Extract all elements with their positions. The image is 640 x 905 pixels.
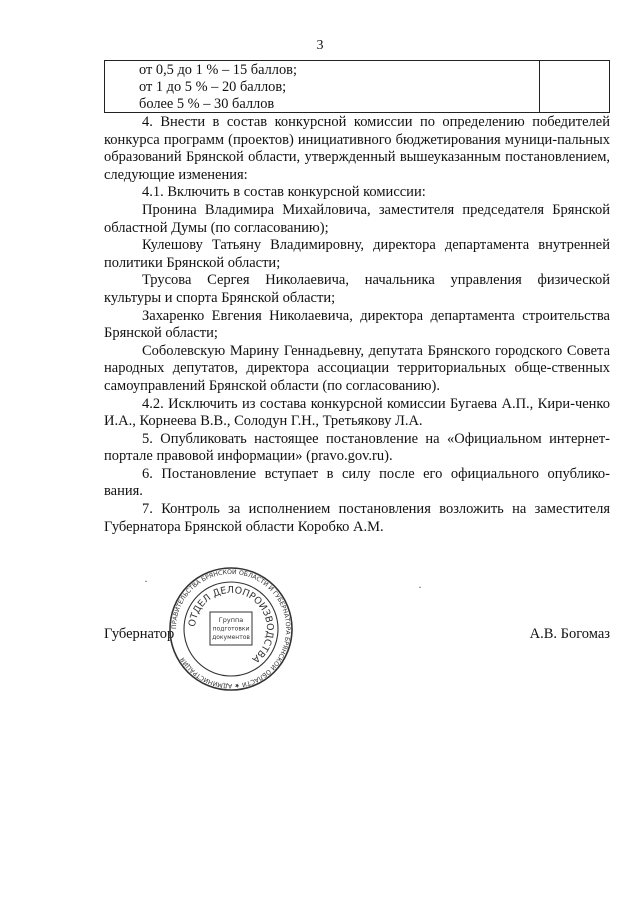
- stamp-center-line-3: документов: [212, 634, 250, 641]
- scan-mark: ·: [418, 580, 422, 594]
- signature-name: А.В. Богомаз: [529, 626, 610, 642]
- official-stamp: [168, 566, 294, 692]
- member-pronin: Пронина Владимира Михайловича, заместителя председателя Брянской областной Думы (по согласованию);: [104, 201, 610, 236]
- criteria-table: [104, 60, 610, 113]
- paragraph-7: 7. Контроль за исполнением постановления возложить на заместителя Губернатора Брянской области Коробко А.М.: [104, 501, 610, 535]
- member-trusov: Трусова Сергея Николаевича, начальника управления физической культуры и спорта Брянской области;: [104, 272, 610, 306]
- member-sobolevskaya: Соболевскую Марину Геннадьевну, депутата Брянского городского Совета народных депутатов, директора ассоциации территориальных обще-ственных самоуправлений Брянской области (по согласованию).: [104, 342, 610, 394]
- page-number: 3: [316, 38, 324, 53]
- paragraph-5: 5. Опубликовать настоящее постановление на «Официальном интернет-портале правовой информации» (pravo.gov.ru).: [104, 430, 610, 465]
- member-kuleshova: Кулешову Татьяну Владимировну, директора департамента внутренней политики Брянской области;: [104, 237, 610, 271]
- document-body: [104, 114, 610, 536]
- paragraph-4-2: 4.2. Исключить из состава конкурсной комиссии Бугаева А.П., Кири-ченко И.А., Корнеева В.В., Солодун Г.Н., Третьякову Л.А.: [104, 395, 610, 430]
- paragraph-6: 6. Постановление вступает в силу после его официального опублико-вания.: [104, 465, 610, 500]
- paragraph-4: 4. Внести в состав конкурсной комиссии по определению победителей конкурса программ (проектов) инициативного бюджетирования муници-пальных образований Брянской области, утвержденный вышеуказанным постановлением, следующие изменения:: [104, 114, 610, 183]
- scan-mark: ·: [144, 574, 148, 588]
- table-row-3: более 5 % – 30 баллов: [139, 96, 275, 112]
- table-row-2: от 1 до 5 % – 20 баллов;: [139, 79, 287, 95]
- table-column-divider: [539, 61, 540, 112]
- stamp-ring-text: ОТДЕЛ ДЕЛОПРОИЗВОДСТВА: [186, 584, 276, 665]
- table-cell: [139, 62, 297, 113]
- stamp-center-line-2: подготовки: [212, 625, 250, 633]
- table-row-1: от 0,5 до 1 % – 15 баллов;: [139, 62, 297, 78]
- signature-position: Губернатор: [104, 626, 175, 642]
- stamp-center-line-1: Группа: [218, 616, 244, 624]
- stamp-graphic: [168, 566, 294, 692]
- member-zakharenko: Захаренко Евгения Николаевича, директора департамента строительства Брянской области;: [104, 307, 610, 342]
- paragraph-4-1: 4.1. Включить в состав конкурсной комиссии:: [142, 184, 426, 201]
- stamp-outer-text: ПРАВИТЕЛЬСТВА БРЯНСКОЙ ОБЛАСТИ И ГУБЕРНАТОРА БРЯНСКОЙ ОБЛАСТИ ★ АДМИНИСТРАЦИЯ: [170, 568, 292, 690]
